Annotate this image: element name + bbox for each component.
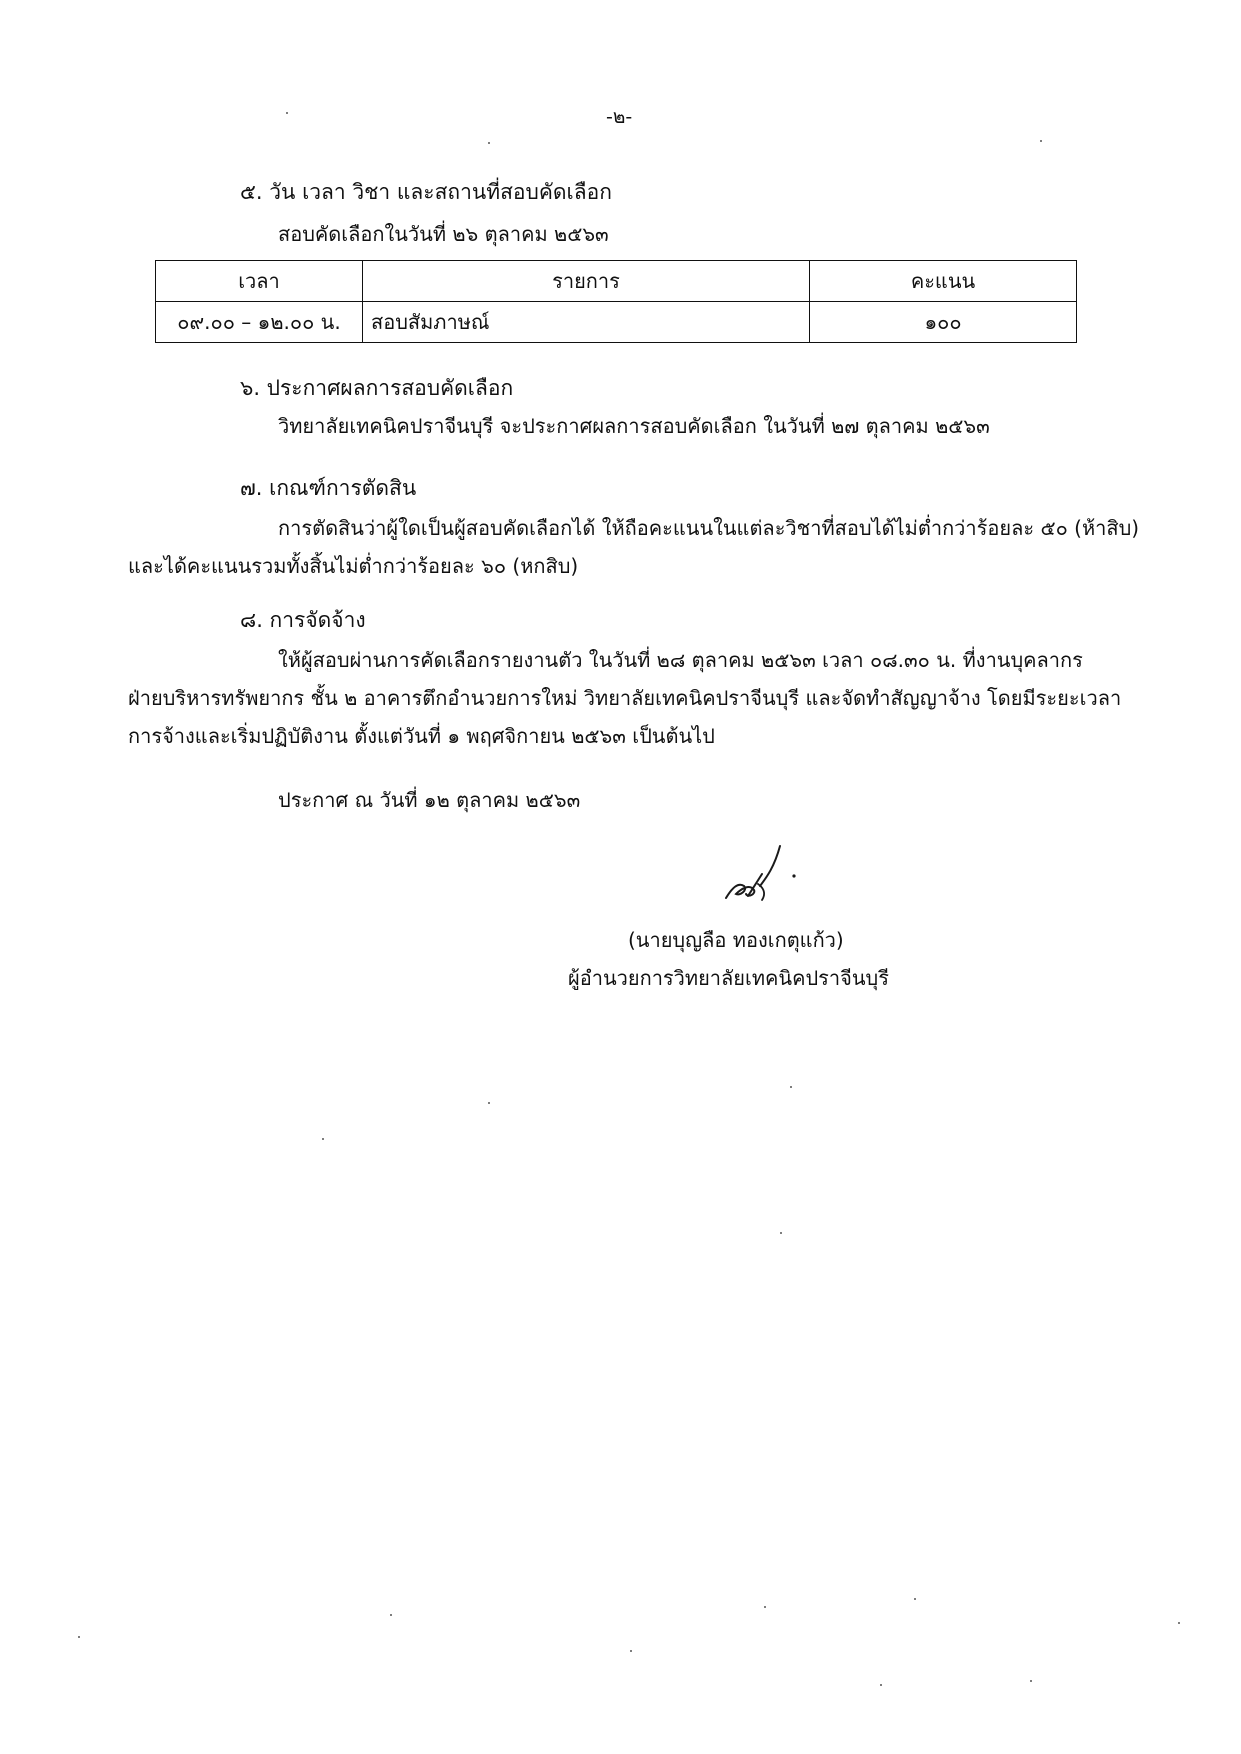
table-cell-time: ๐๙.๐๐ – ๑๒.๐๐ น. xyxy=(156,302,363,343)
scan-speck xyxy=(390,1614,392,1616)
scan-speck xyxy=(488,142,490,144)
section8-line2: ฝ่ายบริหารทรัพยากร ชั้น ๒ อาคารตึกอำนวยการใหม่ วิทยาลัยเทคนิคปราจีนบุรี และจัดทำสัญญาจ้าง โดยมีระยะเวลา xyxy=(128,686,1122,710)
section5-heading: ๕. วัน เวลา วิชา และสถานที่สอบคัดเลือก xyxy=(240,180,612,204)
section8-line1: ให้ผู้สอบผ่านการคัดเลือกรายงานตัว ในวันที่ ๒๘ ตุลาคม ๒๕๖๓ เวลา ๐๘.๓๐ น. ที่งานบุคลากร xyxy=(278,648,1083,672)
section8-heading: ๘. การจัดจ้าง xyxy=(240,608,366,632)
scan-speck xyxy=(1040,140,1042,142)
scan-speck xyxy=(780,1232,782,1234)
table-cell-score: ๑๐๐ xyxy=(810,302,1077,343)
section7-line2: และได้คะแนนรวมทั้งสิ้นไม่ต่ำกว่าร้อยละ ๖๐ (หกสิบ) xyxy=(128,554,579,578)
section8-line3: การจ้างและเริ่มปฏิบัติงาน ตั้งแต่วันที่ ๑ พฤศจิกายน ๒๕๖๓ เป็นต้นไป xyxy=(128,724,715,748)
table-header-row xyxy=(156,261,1077,302)
scan-speck xyxy=(630,1650,632,1652)
table-header-time: เวลา xyxy=(156,261,363,302)
signature xyxy=(718,838,808,918)
scan-speck xyxy=(1030,1680,1032,1682)
section7-line1: การตัดสินว่าผู้ใดเป็นผู้สอบคัดเลือกได้ ให้ถือคะแนนในแต่ละวิชาที่สอบได้ไม่ต่ำกว่าร้อยละ ๕๐ (ห้าสิบ) xyxy=(278,516,1140,540)
scan-speck xyxy=(488,1102,490,1104)
section6-body: วิทยาลัยเทคนิคปราจีนบุรี จะประกาศผลการสอบคัดเลือก ในวันที่ ๒๗ ตุลาคม ๒๕๖๓ xyxy=(278,414,990,438)
table-cell-item: สอบสัมภาษณ์ xyxy=(363,302,810,343)
scan-speck xyxy=(880,1684,882,1686)
table-row xyxy=(156,302,1077,343)
scan-speck xyxy=(1178,1622,1180,1624)
exam-schedule-table xyxy=(155,260,1077,343)
table-header-item: รายการ xyxy=(363,261,810,302)
section6-heading: ๖. ประกาศผลการสอบคัดเลือก xyxy=(240,376,514,400)
signatory-position: ผู้อำนวยการวิทยาลัยเทคนิคปราจีนบุรี xyxy=(568,966,889,990)
table-header-score: คะแนน xyxy=(810,261,1077,302)
section5-date-line: สอบคัดเลือกในวันที่ ๒๖ ตุลาคม ๒๕๖๓ xyxy=(278,222,609,246)
signatory-name: (นายบุญลือ ทองเกตุแก้ว) xyxy=(628,928,844,952)
announcement-date: ประกาศ ณ วันที่ ๑๒ ตุลาคม ๒๕๖๓ xyxy=(278,788,581,812)
section7-heading: ๗. เกณฑ์การตัดสิน xyxy=(240,476,417,500)
scan-speck xyxy=(914,1598,916,1600)
page-number: -๒- xyxy=(606,106,633,128)
scan-speck xyxy=(790,1086,792,1088)
scan-speck xyxy=(322,1138,324,1140)
scan-speck xyxy=(78,1636,80,1638)
scan-speck xyxy=(286,112,288,114)
scan-speck xyxy=(764,1606,766,1608)
